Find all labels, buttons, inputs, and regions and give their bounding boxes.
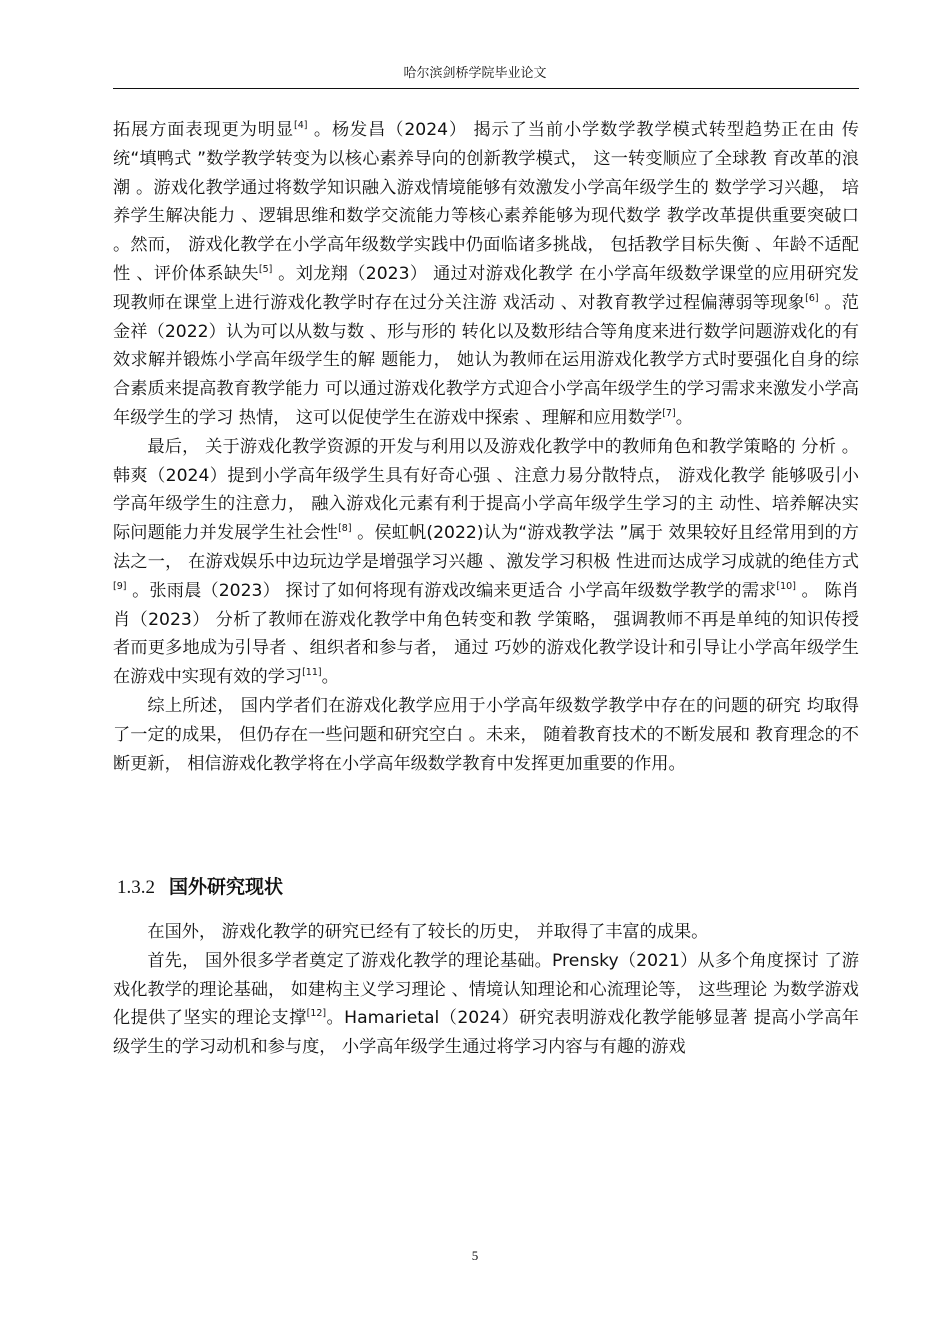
citation: [7] <box>662 407 676 419</box>
citation: [4] <box>294 120 308 131</box>
paragraph-text: 。杨发昌（2024） 揭示了当前小学数学教学模式转型趋势正在由 传统“填鸭式 ”数学教学转变为以核心素养导向的创新教学模式， 这一转变顺应了全球教 育改革的浪潮 。游戏化教学通过将数学知识融入游戏情境能够有效激发小学高年级学生的 数学学习兴趣， 培养学生解决能力 、逻辑思维和数学交流能力等核心素养能够为现代数学 教学改革提供重要突破口 。然而， 游戏化教学在小学高年级数学实践中仍面临诸多挑战， 包括教学目标失衡 、年龄不适配性 、评价体系缺失 <box>113 120 859 284</box>
paragraph-text: 。 <box>321 667 339 688</box>
citation: [10] <box>776 580 796 592</box>
body-text-block-1 <box>113 116 859 778</box>
paragraph-text: 拓展方面表现更为明显 <box>113 120 294 140</box>
paragraph-text: 首先， 国外很多学者奠定了游戏化教学的理论基础。Prensky（2021）从多个角度探讨 了游戏化教学的理论基础， 如建构主义学习理论 、情境认知理论和心流理论等， 这些理论 为数学游戏化提供了坚实的理论支撑 <box>113 950 859 1029</box>
section-title: 国外研究现状 <box>169 876 284 898</box>
citation: [8] <box>338 523 352 535</box>
paragraph-1 <box>113 116 859 433</box>
body-text-block-2 <box>113 918 859 1062</box>
citation: [5] <box>258 263 273 275</box>
paragraph-text: 。Hamarietal（2024）研究表明游戏化教学能够显著 提高小学高年级学生的学习动机和参与度， 小学高年级学生通过将学习内容与有趣的游戏 <box>113 1008 859 1058</box>
paragraph-text: 。 陈肖肖（2023） 分析了教师在游戏化教学中角色转变和教 学策略， 强调教师不再是单纯的知识传授者而更多地成为引导者 、组织者和参与者， 通过 巧妙的游戏化教学设计和引导让小学高年级学生在游戏中实现有效的学习 <box>113 580 859 688</box>
paragraph-text: 。张雨晨（2023） 探讨了如何将现有游戏改编来更适合 小学高年级数学教学的需求 <box>126 580 777 601</box>
paragraph-text: 。侯虹帆(2022)认为“游戏教学法 ”属于 效果较好且经常用到的方法之一， 在游戏娱乐中边玩边学是增强学习兴趣 、激发学习积极 性进而达成学习成就的绝佳方式 <box>113 523 859 572</box>
paragraph-5 <box>113 947 859 1062</box>
paragraph-2 <box>113 433 859 692</box>
paragraph-text: 。刘龙翔（2023） 通过对游戏化教学 在小学高年级数学课堂的应用研究发现教师在课堂上进行游戏化教学时存在过分关注游 戏活动 、对教育教学过程偏薄弱等现象 <box>113 263 859 313</box>
citation: [9] <box>113 580 127 592</box>
section-number: 1.3.2 <box>117 877 155 898</box>
paragraph-text: 最后， 关于游戏化教学资源的开发与利用以及游戏化教学中的教师角色和教学策略的 分析 。韩爽（2024）提到小学高年级学生具有好奇心强 、注意力易分散特点， 游戏化教学 能够吸引小学高年级学生的注意力， 融入游戏化元素有利于提高小学高年级学生学习的主 动性、培养解决实际问题能力并发展学生社会性 <box>113 436 859 544</box>
section-heading <box>117 873 283 902</box>
citation: [6] <box>805 292 819 304</box>
citation: [11] <box>302 667 322 679</box>
paragraph-4: 在国外， 游戏化教学的研究已经有了较长的历史， 并取得了丰富的成果。 <box>147 922 709 942</box>
paragraph-text: 。范金祥（2022）认为可以从数与数 、形与形的 转化以及数形结合等角度来进行数学问题游戏化的有效求解并锻炼小学高年级学生的解 题能力， 她认为教师在运用游戏化教学方式时要强化自身的综合素质来提高教育教学能力 可以通过游戏化教学方式迎合小学高年级学生的学习需求来激发小学高年级学生的学习 热情， 这可以促使学生在游戏中探索 、理解和应用数学 <box>113 292 859 428</box>
running-header: 哈尔滨剑桥学院毕业论文 <box>403 66 547 81</box>
page-number: 5 <box>471 1248 479 1263</box>
header-rule <box>113 88 859 89</box>
citation: [12] <box>306 1008 327 1020</box>
paragraph-text: 。 <box>675 407 693 428</box>
paragraph-3: 综上所述， 国内学者们在游戏化教学应用于小学高年级数学教学中存在的问题的研究 均取得了一定的成果， 但仍存在一些问题和研究空白 。未来， 随着教育技术的不断发展和 教育理念的不断更新， 相信游戏化教学将在小学高年级数学教育中发挥更加重要的作用。 <box>113 695 859 774</box>
